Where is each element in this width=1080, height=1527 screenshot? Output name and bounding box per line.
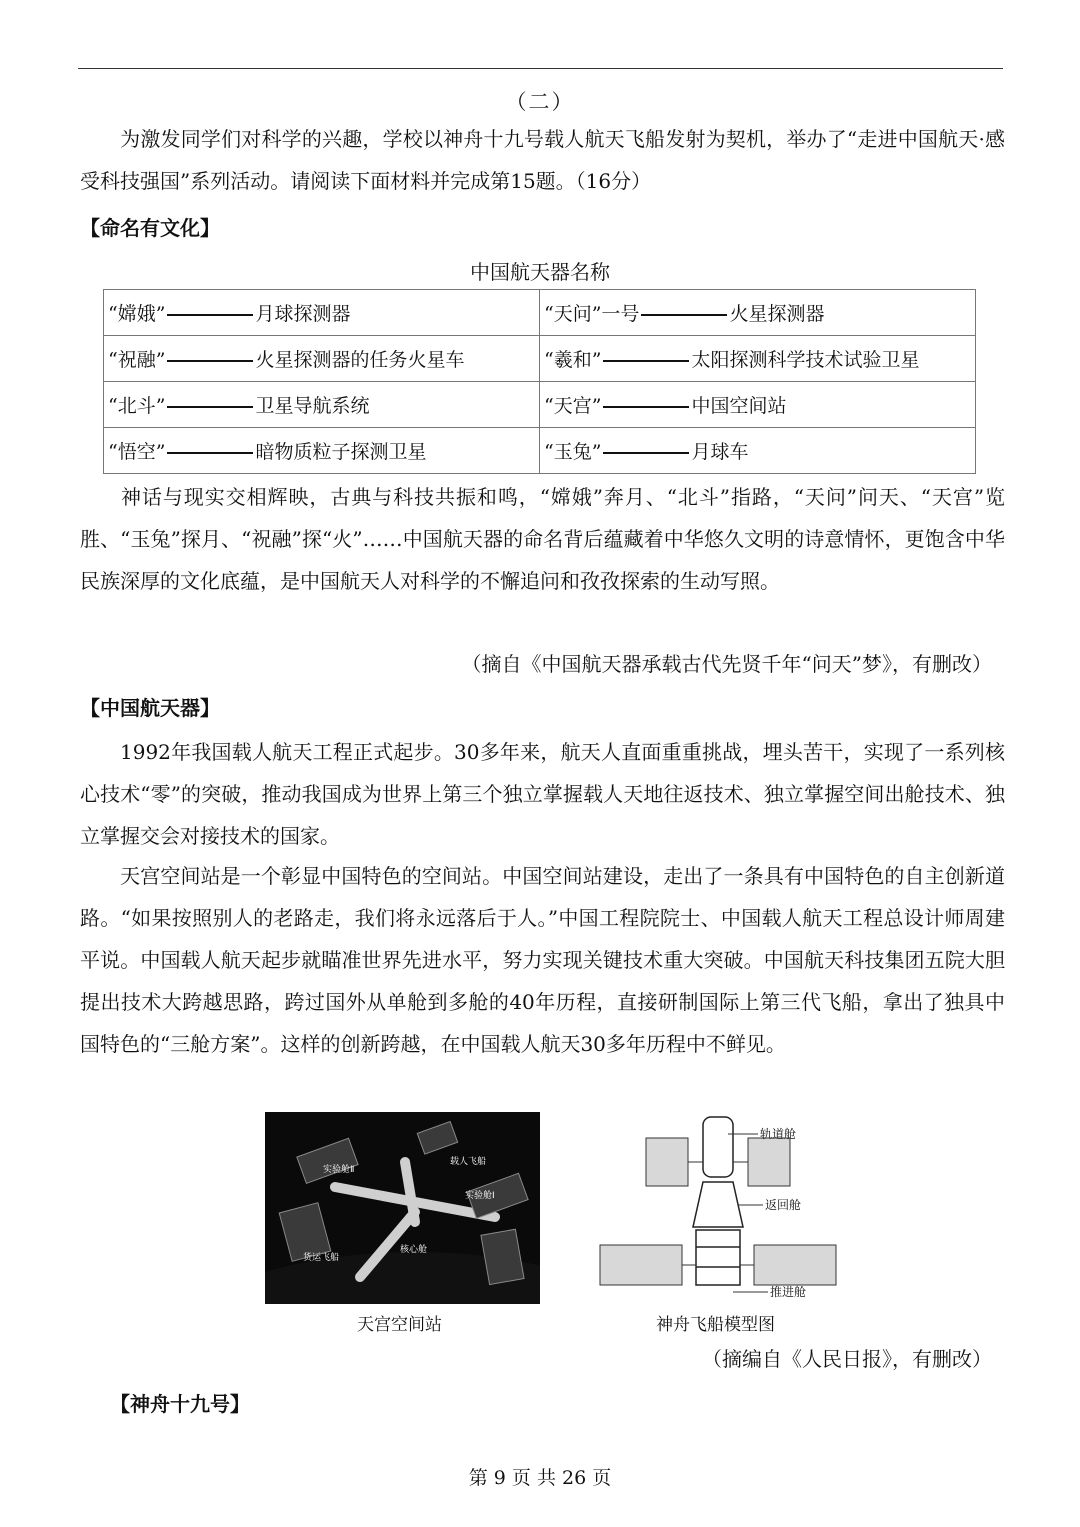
caption-tiangong: 天宫空间站 bbox=[357, 1315, 442, 1335]
intro-paragraph bbox=[80, 118, 1005, 202]
label-cargo: 货运飞船 bbox=[303, 1253, 340, 1263]
label-propulsion-module: 推进舱 bbox=[770, 1285, 807, 1299]
source-citation-1: （摘自《中国航天器承载古代先贤千年“问天”梦》，有删改） bbox=[461, 652, 992, 676]
craft-name: “羲和” bbox=[544, 349, 602, 371]
craft-name: “北斗” bbox=[108, 395, 166, 417]
dash-line bbox=[167, 406, 253, 408]
craft-desc: 暗物质粒子探测卫星 bbox=[255, 441, 427, 463]
table-row bbox=[104, 428, 976, 474]
craft-desc: 月球车 bbox=[691, 441, 749, 463]
table-cell bbox=[540, 382, 976, 428]
craft-name: “嫦娥” bbox=[108, 303, 166, 325]
craft-desc: 中国空间站 bbox=[691, 395, 787, 417]
label-reentry-module: 返回舱 bbox=[765, 1198, 802, 1212]
table-cell bbox=[540, 428, 976, 474]
table-row bbox=[104, 336, 976, 382]
dash-line bbox=[603, 406, 689, 408]
spacecraft-names-table bbox=[103, 289, 976, 474]
craft-name: “天问”一号 bbox=[544, 303, 640, 325]
dash-line bbox=[603, 360, 689, 362]
table-cell bbox=[104, 290, 540, 336]
craft-name: “玉兔” bbox=[544, 441, 602, 463]
craft-desc: 火星探测器 bbox=[729, 303, 825, 325]
label-orbital-module: 轨道舱 bbox=[760, 1127, 797, 1141]
history-text: 1992年我国载人航天工程正式起步。30多年来，航天人直面重重挑战，埋头苦干，实现了一系列核心技术“零”的突破，推动我国成为世界上第三个独立掌握载人天地往返技术、独立掌握空间出舱技术、独立掌握交会对接技术的国家。 bbox=[80, 740, 1005, 848]
heading-naming-culture: 【命名有文化】 bbox=[80, 216, 220, 240]
craft-desc: 火星探测器的任务火星车 bbox=[255, 349, 465, 371]
station-paragraph bbox=[80, 855, 1005, 1065]
craft-desc: 卫星导航系统 bbox=[255, 395, 370, 417]
page-footer: 第 9 页 共 26 页 bbox=[468, 1467, 612, 1489]
top-rule bbox=[78, 68, 1003, 69]
shenzhou-model-diagram bbox=[598, 1112, 843, 1304]
table-cell bbox=[104, 428, 540, 474]
table-cell bbox=[104, 382, 540, 428]
table-title: 中国航天器名称 bbox=[470, 260, 610, 284]
heading-spacecraft: 【中国航天器】 bbox=[80, 696, 220, 720]
craft-name: “天宫” bbox=[544, 395, 602, 417]
heading-shenzhou-19: 【神舟十九号】 bbox=[110, 1392, 250, 1416]
caption-shenzhou: 神舟飞船模型图 bbox=[656, 1315, 775, 1335]
history-paragraph bbox=[80, 731, 1005, 857]
section-title: （二） bbox=[505, 90, 575, 114]
table-cell bbox=[540, 290, 976, 336]
dash-line bbox=[167, 452, 253, 454]
table-row bbox=[104, 382, 976, 428]
dash-line bbox=[167, 360, 253, 362]
craft-desc: 月球探测器 bbox=[255, 303, 351, 325]
dash-line bbox=[641, 314, 727, 316]
table-cell bbox=[540, 336, 976, 382]
craft-name: “祝融” bbox=[108, 349, 166, 371]
craft-name: “悟空” bbox=[108, 441, 166, 463]
naming-text: 神话与现实交相辉映，古典与科技共振和鸣，“嫦娥”奔月、“北斗”指路，“天问”问天、“天宫”览胜、“玉兔”探月、“祝融”探“火”……中国航天器的命名背后蕴藏着中华悠久文明的诗意情怀，更饱含中华民族深厚的文化底蕴，是中国航天人对科学的不懈追问和孜孜探索的生动写照。 bbox=[80, 485, 1005, 593]
label-core: 核心舱 bbox=[400, 1245, 428, 1255]
craft-desc: 太阳探测科学技术试验卫星 bbox=[691, 349, 920, 371]
source-citation-2: （摘编自《人民日报》，有删改） bbox=[702, 1347, 992, 1371]
label-crew: 载人飞船 bbox=[450, 1157, 487, 1167]
table-cell bbox=[104, 336, 540, 382]
table-row bbox=[104, 290, 976, 336]
naming-paragraph bbox=[80, 476, 1005, 602]
tiangong-station-photo bbox=[265, 1112, 540, 1304]
dash-line bbox=[167, 314, 253, 316]
station-text: 天宫空间站是一个彰显中国特色的空间站。中国空间站建设，走出了一条具有中国特色的自主创新道路。“如果按照别人的老路走，我们将永远落后于人。”中国工程院院士、中国载人航天工程总设计师周建平说。中国载人航天起步就瞄准世界先进水平，努力实现关键技术重大突破。中国航天科技集团五院大胆提出技术大跨越思路，跨过国外从单舱到多舱的40年历程，直接研制国际上第三代飞船，拿出了独具中国特色的“三舱方案”。这样的创新跨越，在中国载人航天30多年历程中不鲜见。 bbox=[80, 864, 1005, 1056]
label-lab2: 实验舱Ⅱ bbox=[323, 1165, 355, 1175]
intro-text: 为激发同学们对科学的兴趣，学校以神舟十九号载人航天飞船发射为契机，举办了“走进中国航天·感受科技强国”系列活动。请阅读下面材料并完成第15题。（16分） bbox=[80, 127, 1005, 193]
dash-line bbox=[603, 452, 689, 454]
label-lab1: 实验舱Ⅰ bbox=[465, 1191, 495, 1201]
